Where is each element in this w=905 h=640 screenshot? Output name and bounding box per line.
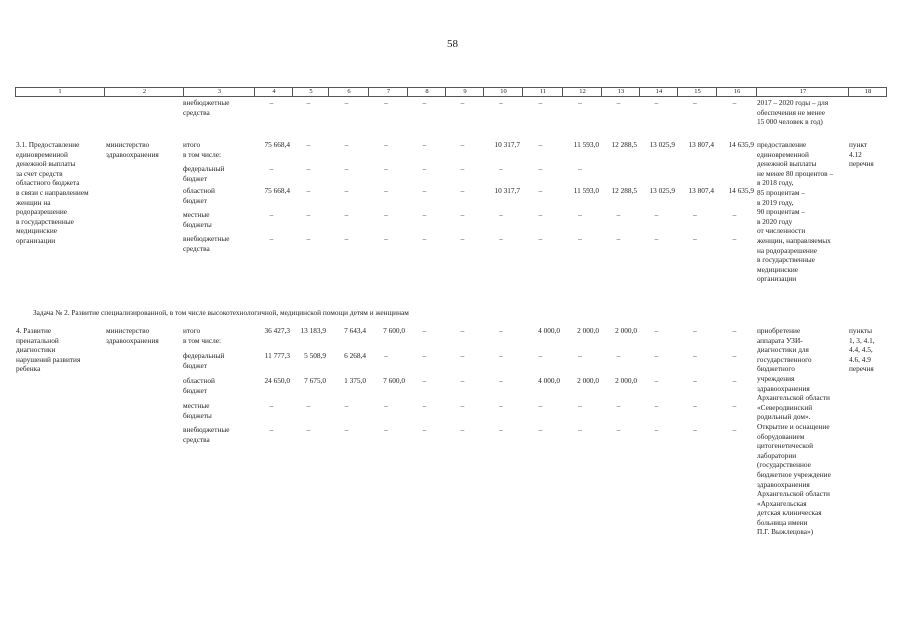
cell-col-5: – [306,164,311,173]
cell-col-6: – [344,164,349,173]
cell-col-4: – [269,210,274,219]
cell-col-9: – [460,326,465,335]
cell-col-13: – [616,401,621,410]
header-col-14: 14 [639,88,678,96]
cell-col-13: – [616,210,621,219]
cell-col-10: – [499,164,503,173]
block1-result: предоставление единовременной денежной выплаты не менее 80 процентов – в 2018 году, 85 процентам – в 2019 году, 90 процентам – в 2020 году от численности женщин, направляемых на родоразрешение в государственные медицинские организации [757,140,834,284]
cell-col-14: – [654,326,659,335]
cell-col-7: – [384,210,388,219]
header-col-13: 13 [601,88,640,96]
cell-col-10: 10 317,7 [494,140,520,149]
block1-name: 3.1. Предоставление единовременной денежной выплаты за счет средств областного бюджета в связи с направлением женщин на родоразрешение в государственные медицинские организации [16,140,89,245]
cell-col-14: – [654,401,659,410]
cell-col-16: 14 635,9 [728,186,754,195]
subtotal-label: в том числе: [183,336,222,345]
cell-col-16: – [732,234,737,243]
cell-col-8: – [422,401,427,410]
cell-col-8: – [422,376,427,385]
cell-col-15: – [693,326,697,335]
cell-col-11: – [538,401,543,410]
cell-col-16: – [732,326,737,335]
header-col-4: 4 [254,88,293,96]
cell-col-13: 2 000,0 [615,376,637,385]
cell-col-4: – [269,401,274,410]
cell-col-11: – [538,234,543,243]
source-label: внебюджетные средства [183,234,230,253]
cell-col-6: 1 375,0 [344,376,366,385]
cell-col-4: 75 668,4 [264,186,290,195]
cell-col-15: – [693,234,697,243]
cell-col-4: – [269,234,274,243]
table-header-row [15,87,887,97]
cell-col-15: – [693,425,697,434]
source-label: внебюджетные средства [183,425,230,444]
source-label: местные бюджеты [183,401,212,420]
cell-col-6: – [344,425,349,434]
cell-col-8: – [422,164,427,173]
block2-name: 4. Развитие пренатальной диагностики нарушений развития ребенка [16,326,81,374]
header-col-18: 18 [848,88,887,96]
cell-col-9: – [460,140,465,149]
cell-col-16: 14 635,9 [728,140,754,149]
cell-col-7: – [384,351,388,360]
cell-col-9: – [460,401,465,410]
cell-col-4: – [269,98,274,107]
cell-col-14: – [654,210,659,219]
cell-col-15: 13 807,4 [688,186,714,195]
continuation-result: 2017 – 2020 годы – для обеспечения не менее 15 000 человек в год) [757,98,829,127]
source-label: итого [183,140,201,149]
cell-col-14: 13 025,9 [649,140,675,149]
cell-col-12: 11 593,0 [573,140,599,149]
header-col-6: 6 [328,88,369,96]
block1-reference: пункт 4.12 перечня [849,140,874,169]
subtotal-label: в том числе: [183,150,222,159]
cell-col-10: – [499,376,503,385]
cell-col-9: – [460,234,465,243]
cell-col-13: 12 288,5 [611,140,637,149]
cell-col-9: – [460,98,465,107]
cell-col-8: – [422,234,427,243]
cell-col-13: 12 288,5 [611,186,637,195]
cell-col-14: – [654,98,659,107]
source-label: областной бюджет [183,376,215,395]
cell-col-8: – [422,326,427,335]
header-col-15: 15 [677,88,717,96]
block1-executor: министерство здравоохранения [106,140,159,159]
cell-col-4: 11 777,3 [264,351,290,360]
cell-col-16: – [732,376,737,385]
cell-col-10: – [499,326,503,335]
cell-col-9: – [460,186,465,195]
cell-col-16: – [732,425,737,434]
cell-col-10: – [499,425,503,434]
cell-col-16: – [732,351,737,360]
cell-col-12: 11 593,0 [573,186,599,195]
cell-col-7: 7 600,0 [383,326,405,335]
cell-col-10: – [499,401,503,410]
cell-col-11: 4 000,0 [538,326,560,335]
cell-col-13: – [616,98,621,107]
cell-col-5: 5 508,9 [304,351,326,360]
cell-col-9: – [460,210,465,219]
header-col-16: 16 [716,88,757,96]
cell-col-16: – [732,210,737,219]
source-label: федеральный бюджет [183,351,225,370]
cell-col-6: – [344,210,349,219]
source-label: итого [183,326,201,335]
cell-col-15: – [693,351,697,360]
cell-col-4: – [269,164,274,173]
cell-col-16: – [732,98,737,107]
cell-col-7: – [384,425,388,434]
cell-col-11: – [538,98,543,107]
cell-col-8: – [422,98,427,107]
cell-col-5: 7 675,0 [304,376,326,385]
source-label: областной бюджет [183,186,215,205]
cell-col-6: – [344,186,349,195]
cell-col-7: 7 600,0 [383,376,405,385]
cell-col-12: – [578,234,582,243]
cell-col-11: – [538,210,543,219]
cell-col-7: – [384,164,388,173]
cell-col-6: – [344,140,349,149]
cell-col-6: – [344,234,349,243]
header-col-17: 17 [756,88,849,96]
cell-col-12: – [578,425,582,434]
cell-col-8: – [422,351,427,360]
header-col-12: 12 [562,88,602,96]
cell-col-11: – [538,164,543,173]
header-col-1: 1 [58,88,62,95]
cell-col-5: 13 183,9 [300,326,326,335]
header-col-5: 5 [292,88,329,96]
cell-col-12: – [578,401,582,410]
header-col-2: 2 [104,88,184,96]
cell-col-14: 13 025,9 [649,186,675,195]
cell-col-14: – [654,351,659,360]
cell-col-10: – [499,351,503,360]
cell-col-7: – [384,98,388,107]
cell-col-5: – [306,401,311,410]
cell-col-6: – [344,401,349,410]
cell-col-13: – [616,234,621,243]
cell-col-8: – [422,140,427,149]
continuation-source: внебюджетные средства [183,98,230,117]
block2-executor: министерство здравоохранения [106,326,159,345]
source-label: местные бюджеты [183,210,212,229]
cell-col-5: – [306,425,311,434]
cell-col-7: – [384,140,388,149]
cell-col-8: – [422,186,427,195]
cell-col-9: – [460,425,465,434]
cell-col-13: – [616,425,621,434]
header-col-10: 10 [483,88,523,96]
header-col-8: 8 [407,88,446,96]
cell-col-5: – [306,140,311,149]
header-col-9: 9 [445,88,484,96]
cell-col-13: 2 000,0 [615,326,637,335]
cell-col-14: – [654,234,659,243]
cell-col-10: – [499,234,503,243]
cell-col-8: – [422,425,427,434]
cell-col-4: 75 668,4 [264,140,290,149]
cell-col-16: – [732,401,737,410]
source-label: федеральный бюджет [183,164,225,183]
cell-col-7: – [384,234,388,243]
cell-col-11: 4 000,0 [538,376,560,385]
cell-col-10: 10 317,7 [494,186,520,195]
cell-col-6: – [344,98,349,107]
cell-col-11: – [538,140,543,149]
cell-col-4: – [269,425,274,434]
cell-col-4: 36 427,3 [264,326,290,335]
cell-col-12: 2 000,0 [577,376,599,385]
cell-col-12: – [578,351,582,360]
cell-col-11: – [538,425,543,434]
cell-col-11: – [538,351,543,360]
cell-col-8: – [422,210,427,219]
header-col-3: 3 [183,88,255,96]
cell-col-12: – [578,164,582,173]
cell-col-15: 13 807,4 [688,140,714,149]
cell-col-10: – [499,210,503,219]
cell-col-12: 2 000,0 [577,326,599,335]
cell-col-5: – [306,98,311,107]
cell-col-10: – [499,98,503,107]
cell-col-5: – [306,210,311,219]
cell-col-15: – [693,376,697,385]
header-col-11: 11 [522,88,563,96]
cell-col-12: – [578,210,582,219]
cell-col-11: – [538,186,543,195]
cell-col-4: 24 650,0 [264,376,290,385]
cell-col-15: – [693,401,697,410]
block2-reference: пункты 1, 3, 4.1, 4.4, 4.5, 4.6, 4.9 перечня [849,326,875,374]
cell-col-6: 7 643,4 [344,326,366,335]
cell-col-12: – [578,98,582,107]
cell-col-6: 6 268,4 [344,351,366,360]
cell-col-9: – [460,351,465,360]
page-number: 58 [447,38,458,50]
cell-col-7: – [384,186,388,195]
header-col-7: 7 [368,88,408,96]
cell-col-5: – [306,234,311,243]
task2-heading: Задача № 2. Развитие специализированной, в том числе высокотехнологичной, медицинской помощи детям и женщинам [33,308,409,317]
cell-col-5: – [306,186,311,195]
cell-col-14: – [654,376,659,385]
cell-col-13: – [616,351,621,360]
cell-col-14: – [654,425,659,434]
cell-col-9: – [460,376,465,385]
cell-col-15: – [693,210,697,219]
cell-col-9: – [460,164,465,173]
cell-col-7: – [384,401,388,410]
cell-col-15: – [693,98,697,107]
block2-result: приобретение аппарата УЗИ- диагностики для государственного бюджетного учреждения здравоохранения Архангельской области «Северодвинский родильный дом». Открытие и оснащение оборудованием цитогенетической лаборатории (государственное бюджетное учреждение здравоохранения Архангельской области «Архангельская детская клиническая больница имени П.Г. Выжлецова») [757,326,831,537]
